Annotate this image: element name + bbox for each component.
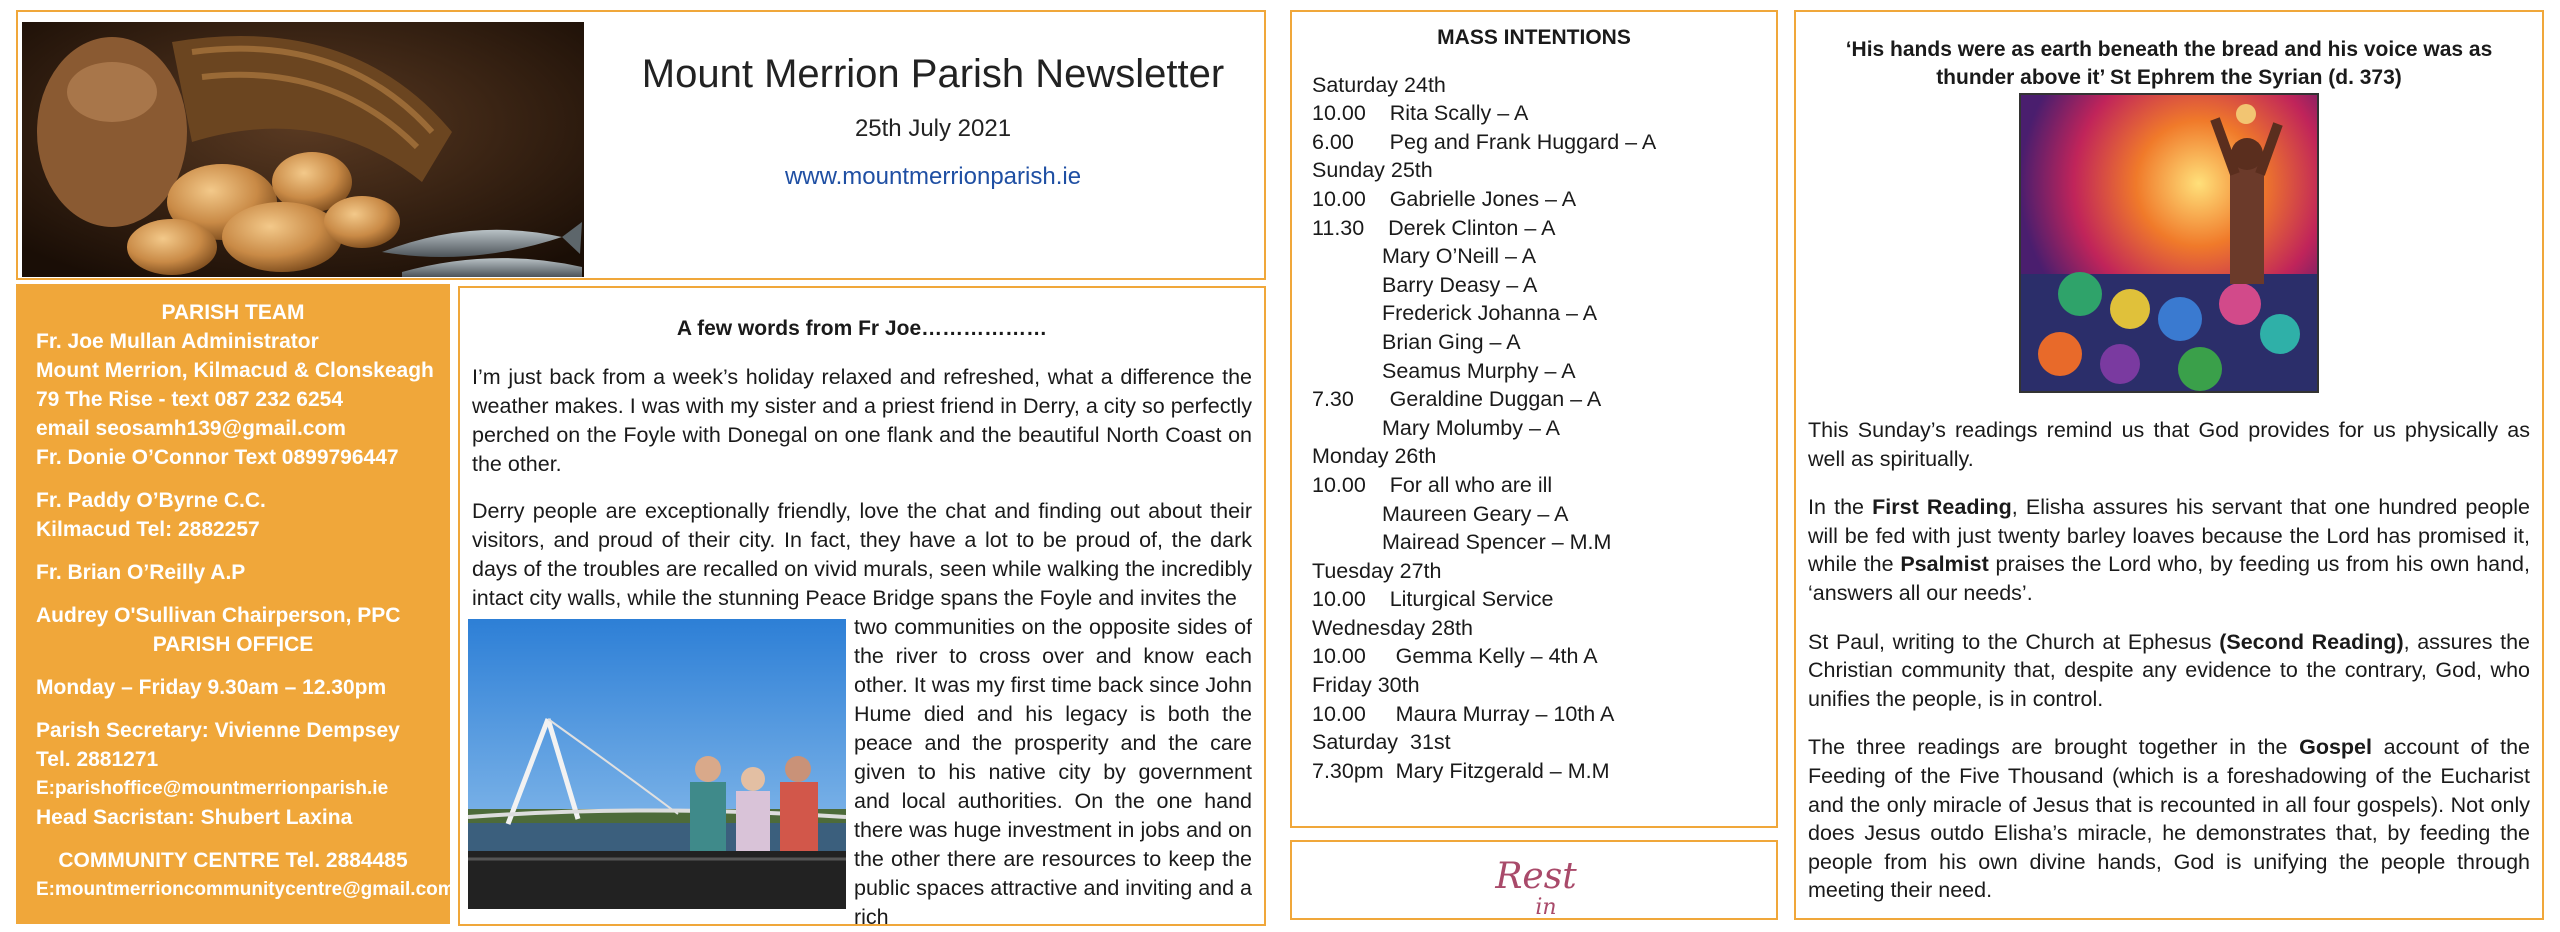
article-paragraph: two communities on the opposite sides of the river to cross over and know each other. It was my first time back since John Hume died and his legacy is both the peace and the prosperity and the care given to his native city by government and local authorities. On the one hand there was huge investment in jobs and on the other there are resources to keep the public spaces attractive and inviting and a rich <box>854 615 1252 929</box>
mass-intention-line: Tuesday 27th <box>1312 558 1442 583</box>
header-text <box>618 52 1248 191</box>
first-reading-label: First Reading <box>1872 495 2012 520</box>
reflection-paragraph: In the First Reading, Elisha assures his servant that one hundred people will be fed with just twenty barley loaves because the Lord has promised it, while the Psalmist praises the Lord who, by feeding us from his own hand, ‘answers all our needs’. <box>1808 495 2530 605</box>
mass-intention-line: 10.00 Maura Murray – 10th A <box>1312 701 1615 726</box>
mass-intention-line: 10.00 Gabrielle Jones – A <box>1312 186 1577 211</box>
mass-intention-line: Mary Molumby – A <box>1382 415 1561 440</box>
article-paragraph: Derry people are exceptionally friendly, love the chat and finding out about their visitors, and proud of their city. In fact, they have a lot to be proud of, the dark days of the troubles are recalled on vivid murals, seen while walking the incredibly intact city walls, while the stunning Peace Bridge spans the Foyle and invites the <box>472 499 1252 610</box>
mass-intention-line: Seamus Murphy – A <box>1382 358 1576 383</box>
mass-intention-line: Wednesday 28th <box>1312 615 1473 640</box>
gospel-label: Gospel <box>2299 735 2372 760</box>
second-reading-label: (Second Reading) <box>2219 629 2404 654</box>
mass-intention-line: 7.30pm Mary Fitzgerald – M.M <box>1312 758 1610 783</box>
mass-intention-line: 10.00 For all who are ill <box>1312 472 1553 497</box>
peace-bridge-photo <box>468 619 846 909</box>
mass-intention-line: Friday 30th <box>1312 673 1420 698</box>
psalmist-label: Psalmist <box>1900 552 1989 577</box>
rest-in-peace-panel <box>1290 840 1778 920</box>
assistant-priest: Fr. Brian O’Reilly A.P <box>36 561 246 584</box>
reflection-paragraph: The three readings are brought together in the Gospel account of the Feeding of the Five Thousand (which is a foreshadowing of the Eucharist and the only miracle of Jesus that is recounted in all four gospels). Not only does Jesus outdo Elisha’s miracle, he demonstrates that, by feeding the people from his own divine hands, God is unifying the people through meeting their need. <box>1808 735 2530 903</box>
parish-contact-sidebar <box>16 284 455 924</box>
team-email[interactable]: email seosamh139@gmail.com <box>36 417 346 440</box>
mass-intention-line: Monday 26th <box>1312 444 1437 469</box>
rest-word: Rest <box>1495 856 1577 897</box>
reflection-paragraph: This Sunday’s readings remind us that God provides for us physically as well as spiritually. <box>1808 418 2530 471</box>
rest-in-peace-logo <box>1292 842 1780 922</box>
newsletter-header <box>16 10 1266 280</box>
mass-intentions-panel <box>1290 10 1778 828</box>
mass-intention-line: 11.30 Derek Clinton – A <box>1312 215 1556 240</box>
mass-intentions-heading: MASS INTENTIONS <box>1437 26 1631 49</box>
sunday-reflection-panel <box>1794 10 2544 920</box>
team-line: 79 The Rise - text 087 232 6254 <box>36 388 344 411</box>
bread-and-fish-image <box>22 22 584 277</box>
mass-intention-line: 6.00 Peg and Frank Huggard – A <box>1312 129 1657 154</box>
mass-intention-line: 7.30 Geraldine Duggan – A <box>1312 387 1602 412</box>
curate-name: Fr. Paddy O’Byrne C.C. <box>36 489 266 512</box>
team-line: Fr. Joe Mullan Administrator <box>36 330 319 353</box>
mass-intention-line: 10.00 Gemma Kelly – 4th A <box>1312 644 1598 669</box>
mass-intention-line: Mairead Spencer – M.M <box>1382 530 1612 555</box>
head-sacristan: Head Sacristan: Shubert Laxina <box>36 806 353 829</box>
secretary-phone: Tel. 2881271 <box>36 748 159 771</box>
ppc-chairperson: Audrey O'Sullivan Chairperson, PPC <box>36 604 401 627</box>
parish-team-heading: PARISH TEAM <box>161 301 305 324</box>
curate-phone: Kilmacud Tel: 2882257 <box>36 518 260 541</box>
team-line: Mount Merrion, Kilmacud & Clonskeagh <box>36 359 434 382</box>
team-line: Fr. Donie O’Connor Text 0899796447 <box>36 446 399 469</box>
mass-intentions-list <box>1312 71 1776 786</box>
newsletter-date: 25th July 2021 <box>854 115 1012 142</box>
office-email[interactable]: E:parishoffice@mountmerrionparish.ie <box>36 778 389 799</box>
mass-intention-line: Saturday 31st <box>1312 730 1451 755</box>
ephrem-quote: ‘His hands were as earth beneath the bread and his voice was as thunder above it’ St Ephrem the Syrian (d. 373) <box>1845 38 2493 89</box>
mass-intention-line: Frederick Johanna – A <box>1382 301 1598 326</box>
in-word: in <box>1535 895 1557 920</box>
fr-joe-article <box>458 286 1266 929</box>
community-centre: COMMUNITY CENTRE Tel. 2884485 <box>58 849 408 872</box>
mass-intention-line: Saturday 24th <box>1312 72 1446 97</box>
mass-intention-line: 10.00 Rita Scally – A <box>1312 101 1529 126</box>
mass-intention-line: Brian Ging – A <box>1382 329 1521 354</box>
loaves-and-fishes-painting <box>2020 94 2318 392</box>
mass-intention-line: Barry Deasy – A <box>1382 272 1538 297</box>
newsletter-title: Mount Merrion Parish Newsletter <box>641 52 1225 96</box>
mass-intention-line: Maureen Geary – A <box>1382 501 1569 526</box>
mass-intention-line: Mary O’Neill – A <box>1382 244 1537 269</box>
mass-intention-line: Sunday 25th <box>1312 158 1433 183</box>
parish-office-heading: PARISH OFFICE <box>152 633 314 656</box>
mass-intention-line: 10.00 Liturgical Service <box>1312 587 1554 612</box>
community-email[interactable]: E:mountmerrioncommunitycentre@gmail.com <box>36 879 455 900</box>
parish-website-link[interactable]: www.mountmerrionparish.ie <box>784 163 1082 190</box>
parish-secretary: Parish Secretary: Vivienne Dempsey <box>36 719 400 742</box>
article-heading: A few words from Fr Joe……………… <box>676 317 1048 340</box>
reflection-paragraph: St Paul, writing to the Church at Ephesus (Second Reading), assures the Christian community that, despite any evidence to the contrary, God, who unifies the people, is in control. <box>1808 629 2531 711</box>
article-paragraph: I’m just back from a week’s holiday relaxed and refreshed, what a difference the weather makes. I was with my sister and a priest friend in Derry, a city so perfectly perched on the Foyle with Donegal on one flank and the beautiful North Coast on the other. <box>472 365 1252 476</box>
office-hours: Monday – Friday 9.30am – 12.30pm <box>36 676 387 699</box>
